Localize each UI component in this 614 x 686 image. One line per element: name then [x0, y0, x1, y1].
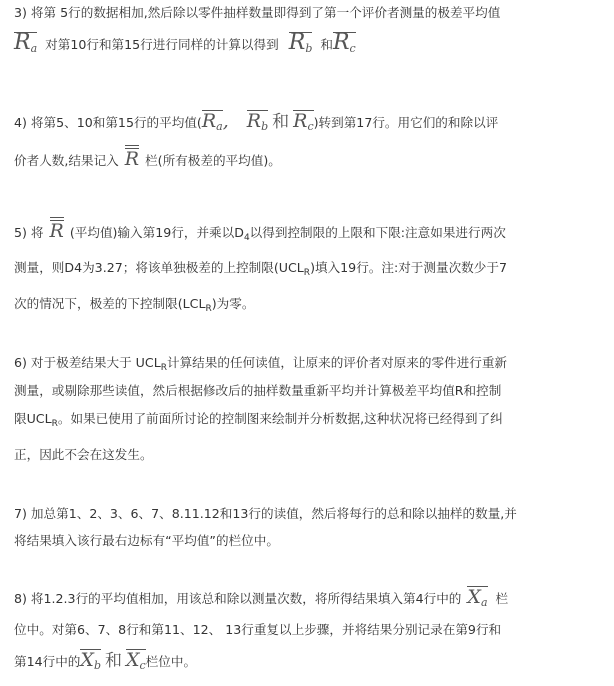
r-c-symbol: $R_c$	[293, 110, 314, 133]
p7-line-2: 将结果填入该行最右边标有“平均值”的栏位中。	[14, 533, 279, 548]
p4-line-1: 4) 将第5、10和第15行的平均值( $R_a$, $R_b$ 和 $R_c$)转到第17行。用它们的和除以评	[14, 112, 498, 136]
x-c-symbol: $X_c$	[125, 649, 146, 672]
p5-line-3: 次的情况下，极差的下控制限$(LCL_R)$为零。	[14, 296, 255, 314]
p4-line-2: 价者人数,结果记入 R 栏(所有极差的平均值)。	[14, 150, 281, 170]
r-b-symbol: $R_b$	[288, 30, 313, 55]
p6-line-1: 6) 对于极差结果大于 $UCL_R$计算结果的任何读值，让原来的评价者对原来的零件进行重新	[14, 355, 508, 373]
and-text: 和	[320, 37, 333, 52]
r-c-symbol: $R_c$	[332, 30, 356, 55]
p5-line-1: 5) 将 R (平均值)输入第19行，并乘以$D_4$以得到控制限的上限和下限:注意如果进行两次	[14, 222, 506, 247]
p3-line-1: 3) 将第 5行的数据相加,然后除以零件抽样数量即得到了第一个评价者测量的极差平均值	[14, 5, 501, 20]
x-b-symbol: $X_b$	[80, 649, 101, 672]
p3-line-2	[14, 30, 356, 64]
p6-line-2: 测量，或剔除那些读值，然后根据修改后的抽样数量重新平均并计算极差平均值R和控制	[14, 383, 502, 398]
p8-line-3: 第14行中的 $X_b$ 和 $X_c$栏位中。	[14, 651, 196, 675]
p7-line-1: 7) 加总第1、2、3、6、7、8.11.12和13行的读值，然后将每行的总和除以抽样的数量,并	[14, 506, 517, 521]
p6-line-4: 正，因此不会在这发生。	[14, 447, 153, 462]
r-b-symbol: $R_b$	[246, 110, 269, 133]
x-a-symbol: $X_a$	[467, 586, 488, 609]
p8-line-2: 位中。对第6、7、8行和第11、12、 13行重复以上步骤，并将结果分别记录在第9行和	[14, 622, 502, 637]
p8-line-1: 8) 将1.2.3行的平均值相加，用该总和除以测量次数，将所得结果填入第4行中的 $X_a$ 栏	[14, 588, 508, 612]
r-double-bar-symbol: R	[50, 222, 64, 240]
p6-line-3: 限$UCL_R$。如果已使用了前面所讨论的控制图来绘制并分析数据,这种状况将已经得到了纠	[14, 411, 503, 429]
r-a-symbol: $R_a$	[14, 30, 38, 55]
p5-line-2: 测量，则D4为3.27；将该单独极差的上控制限$(UCL_R)$填入19行。注:对于测量次数少于7	[14, 260, 507, 278]
r-a-symbol: $R_a$	[201, 110, 223, 133]
r-double-bar-symbol: R	[125, 150, 139, 168]
p3-line-2-text: 对第10行和第15行进行同样的计算以得到	[45, 37, 279, 52]
